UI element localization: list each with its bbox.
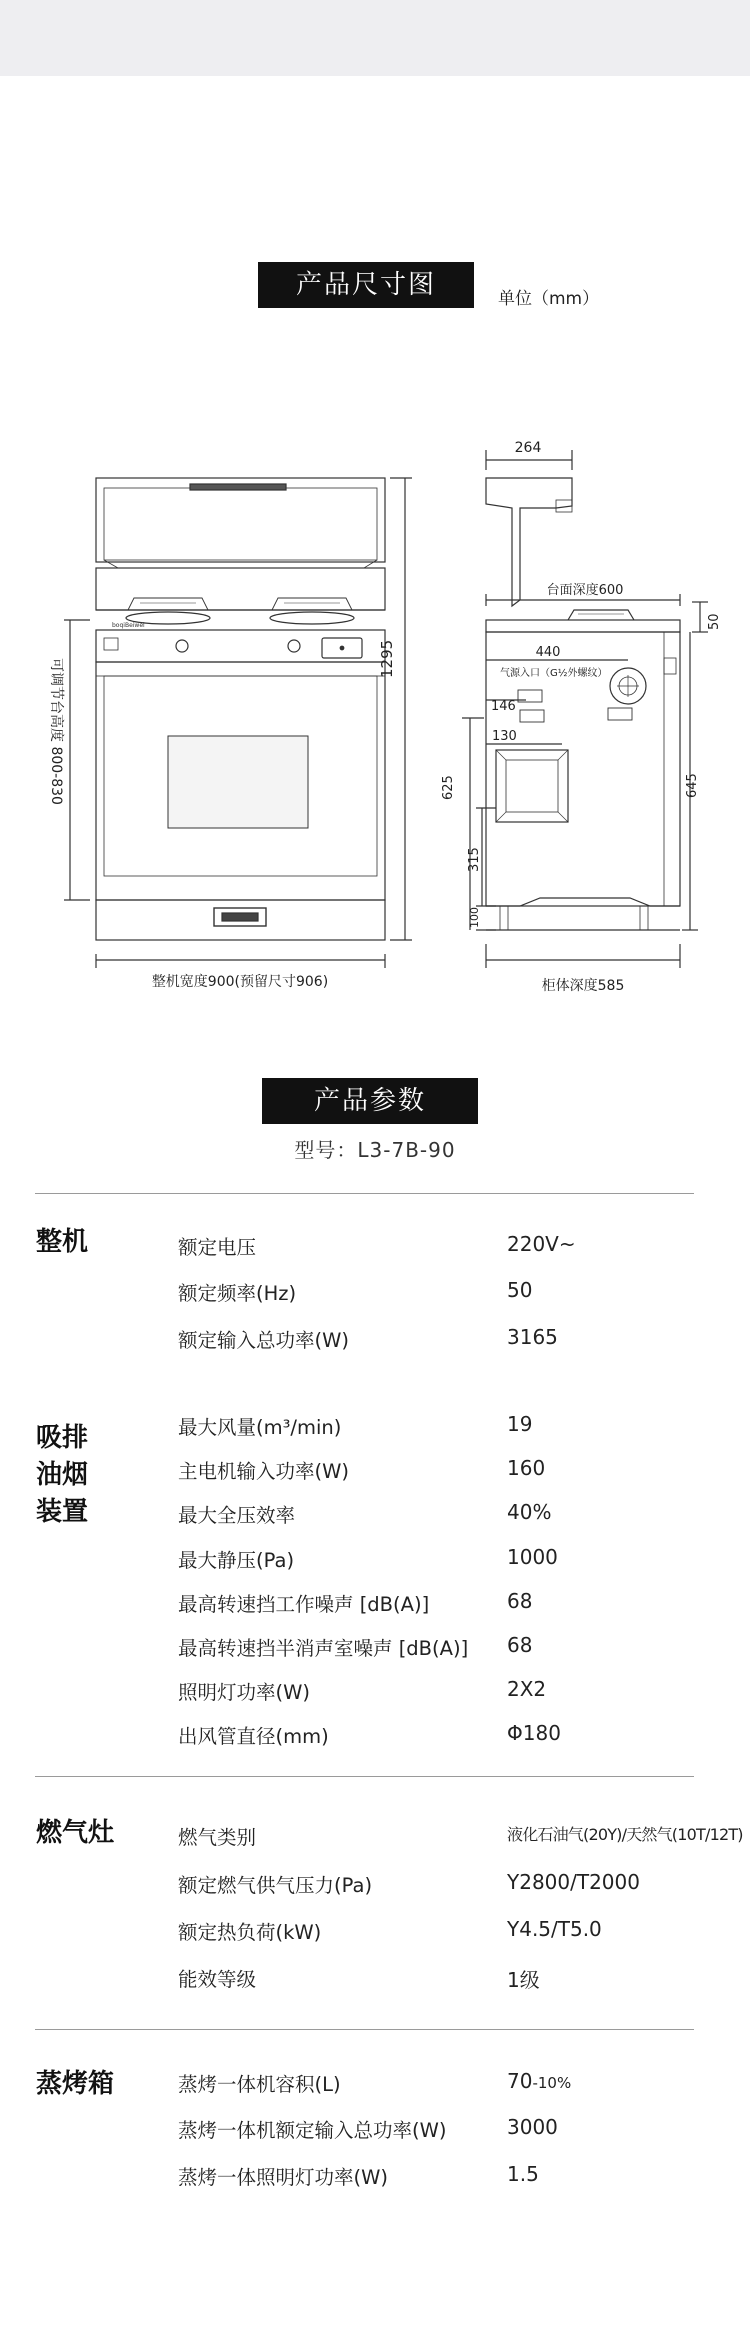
burner-left-icon	[126, 598, 210, 624]
param-label: 蒸烤一体机额定输入总功率(W)	[178, 2119, 447, 2142]
params-title: 产品参数	[262, 1078, 478, 1124]
param-value: 1000	[507, 1545, 558, 1569]
model-number: 型号：L3-7B-90	[294, 1138, 456, 1162]
dim-440: 440	[535, 645, 561, 660]
param-value: 3000	[507, 2115, 558, 2139]
counter-depth-label: 台面深度600	[546, 583, 624, 598]
knob-right-icon	[288, 640, 300, 652]
outlet-3-icon	[608, 708, 632, 720]
param-value: 2X2	[507, 1677, 547, 1701]
total-width-label: 整机宽度900(预留尺寸906)	[151, 974, 329, 990]
top-banner	[0, 0, 750, 76]
dimensions-title: 产品尺寸图	[258, 262, 474, 308]
duct-opening	[496, 750, 568, 822]
dim-625: 625	[441, 775, 456, 800]
param-label: 额定热负荷(kW)	[178, 1921, 322, 1944]
divider-1	[35, 1193, 694, 1194]
param-value-suffix: -10%	[532, 2074, 572, 2092]
param-label: 出风管直径(mm)	[178, 1725, 329, 1748]
param-label: 最高转速挡工作噪声 [dB(A)]	[178, 1593, 430, 1616]
dim-146: 146	[491, 699, 516, 714]
param-label: 额定输入总功率(W)	[178, 1329, 349, 1352]
dim-50: 50	[707, 613, 722, 630]
param-label: 额定频率(Hz)	[178, 1282, 297, 1305]
cabinet-depth-label: 柜体深度585	[541, 978, 625, 994]
group-name-steam-oven: 蒸烤箱	[36, 2069, 115, 2099]
param-value: Y2800/T2000	[507, 1870, 640, 1894]
param-label: 蒸烤一体机容积(L)	[178, 2073, 341, 2096]
dim-264: 264	[514, 440, 542, 456]
dim-100: 100	[468, 907, 481, 928]
param-value-main: 70	[507, 2069, 533, 2093]
param-value: 1级	[507, 1968, 540, 1992]
param-label: 最大静压(Pa)	[178, 1549, 295, 1572]
dim-130: 130	[492, 729, 517, 744]
param-label: 能效等级	[178, 1968, 257, 1991]
param-label: 最大风量(m³/min)	[178, 1416, 342, 1439]
param-value: 19	[507, 1412, 533, 1436]
param-value: 68	[507, 1589, 533, 1613]
param-label: 额定电压	[178, 1236, 257, 1259]
param-label: 额定燃气供气压力(Pa)	[178, 1874, 373, 1897]
param-value: 160	[507, 1456, 546, 1480]
group-name-whole-machine: 整机	[36, 1227, 89, 1257]
group-name-range-hood: 吸排 油烟 装置	[36, 1423, 89, 1527]
param-value: 1.5	[507, 2162, 539, 2186]
param-value	[507, 2069, 571, 2093]
param-label: 最高转速挡半消声室噪声 [dB(A)]	[178, 1637, 469, 1660]
param-value: 50	[507, 1278, 533, 1302]
burner-right-icon	[270, 598, 354, 624]
param-value: 68	[507, 1633, 533, 1657]
dimension-drawing	[0, 420, 750, 1120]
group-name-gas-stove: 燃气灶	[36, 1818, 115, 1848]
dim-315: 315	[467, 847, 482, 872]
total-height-label: 1295	[378, 639, 396, 678]
front-view	[48, 478, 412, 990]
param-value: 220V~	[507, 1232, 576, 1256]
gas-inlet-label: 气源入口（G½外螺纹）	[500, 668, 608, 679]
knob-left-icon	[176, 640, 188, 652]
param-value: 液化石油气(20Y)/天然气(10T/12T)	[507, 1825, 743, 1844]
unit-label: 单位（mm）	[498, 289, 600, 309]
divider-3	[35, 2029, 694, 2030]
outlet-2-icon	[520, 710, 544, 722]
divider-2	[35, 1776, 694, 1777]
param-label: 燃气类别	[178, 1826, 257, 1849]
oven-window	[168, 736, 308, 828]
param-label: 照明灯功率(W)	[178, 1681, 310, 1704]
param-value: 40%	[507, 1500, 552, 1524]
param-label: 最大全压效率	[178, 1504, 296, 1527]
param-value: Y4.5/T5.0	[507, 1917, 602, 1941]
brand-logo: boqiBeiwei	[112, 622, 145, 629]
dim-645: 645	[685, 773, 700, 798]
param-label: 主电机输入功率(W)	[178, 1460, 349, 1483]
adjustable-height-label: 可调节台高度 800-830	[48, 658, 64, 805]
side-view	[441, 440, 722, 994]
param-value: Φ180	[507, 1721, 561, 1745]
param-value: 3165	[507, 1325, 558, 1349]
param-label: 蒸烤一体照明灯功率(W)	[178, 2166, 388, 2189]
